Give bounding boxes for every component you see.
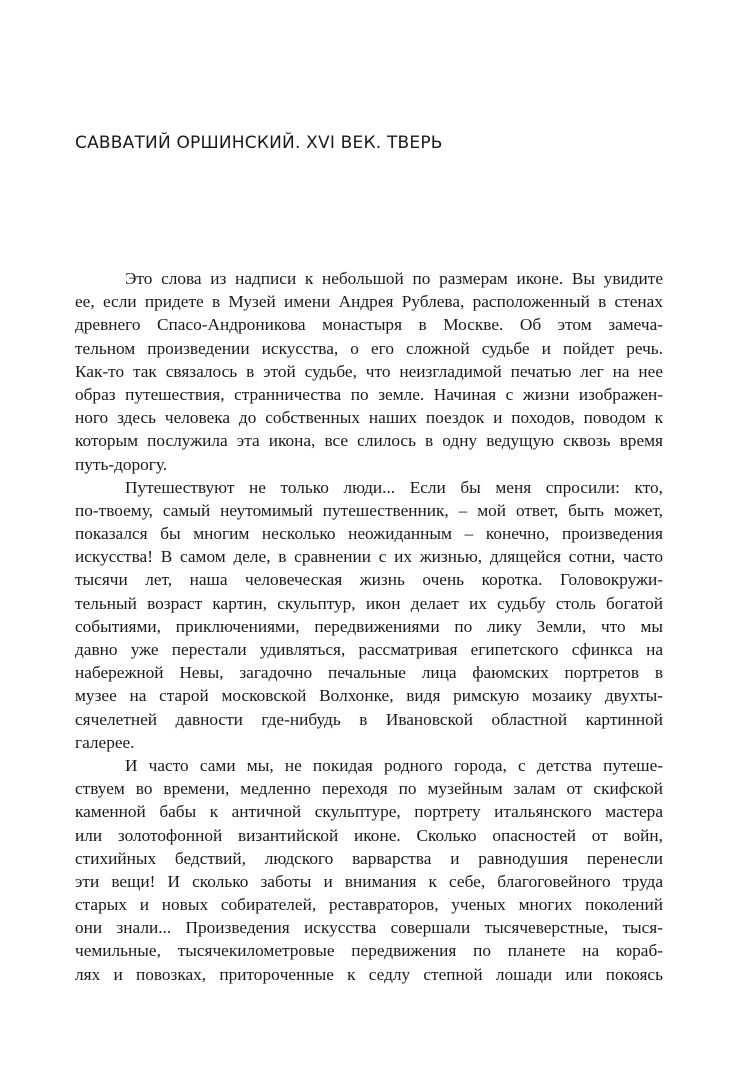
text-line: путь-дорогу.: [75, 454, 168, 474]
text-line: событиями, приключениями, передвижениями по лику Земли, что мы: [75, 616, 663, 636]
text-line: тысячи лет, наша человеческая жизнь очень коротка. Головокружи-: [75, 570, 663, 590]
text-line: ного здесь человека до собственных наших поездок и походов, поводом к: [75, 408, 663, 428]
text-line: старых и новых собирателей, реставраторов, ученых многих поколений: [75, 895, 663, 915]
text-line: ее, если придете в Музей имени Андрея Рублева, расположенный в стенах: [75, 292, 663, 312]
text-line: галерее.: [75, 732, 135, 752]
text-line: Как-то так связалось в этой судьбе, что неизгладимой печатью лег на нее: [75, 361, 663, 381]
chapter-title: САВВАТИЙ ОРШИНСКИЙ. XVI ВЕК. ТВЕРЬ: [75, 133, 443, 153]
text-line: Путешествуют не только люди... Если бы меня спросили: кто,: [125, 477, 663, 497]
text-line: И часто сами мы, не покидая родного города, с детства путеше-: [125, 755, 663, 775]
text-line: они знали... Произведения искусства совершали тысячеверстные, тыся-: [75, 918, 663, 938]
text-line: лях и повозках, приторoченные к седлу степной лошади или покоясь: [75, 964, 663, 984]
text-line: Это слова из надписи к небольшой по размерам иконе. Вы увидите: [125, 269, 663, 288]
body-text: [75, 267, 663, 986]
text-line: музее на старой московской Волхонке, видя римскую мозаику двухты-: [75, 686, 663, 706]
text-line: тельном произведении искусства, о его сложной судьбе и пойдет речь.: [75, 338, 663, 358]
text-line: стихийных бедствий, людского варварства и равнодушия перенесли: [75, 848, 663, 868]
paragraph-2: [75, 476, 663, 754]
paragraph-3: [75, 754, 663, 986]
text-line: показался бы многим несколько неожиданным – конечно, произведения: [75, 524, 663, 544]
text-line: ствуем во времени, медленно переходя по музейным залам от скифской: [75, 779, 663, 799]
paragraph-1: [75, 267, 663, 476]
text-line: чемильные, тысячекилометровые передвижения по планете на кораб-: [75, 941, 663, 961]
text-line: которым послужила эта икона, все слилось в одну ведущую сквозь время: [75, 431, 663, 451]
text-line: образ путешествия, странничества по земле. Начиная с жизни изображен-: [75, 384, 663, 404]
text-line: тельный возраст картин, скульптур, икон делает их судьбу столь богатой: [75, 593, 663, 613]
text-line: искусства! В самом деле, в сравнении с их жизнью, длящейся сотни, часто: [75, 547, 663, 567]
text-line: давно уже перестали удивляться, рассматривая египетского сфинкса на: [75, 640, 663, 659]
text-line: или золотофонной византийской иконе. Сколько опасностей от войн,: [75, 825, 663, 845]
text-line: каменной бабы к античной скульптуре, портрету итальянского мастера: [75, 802, 663, 822]
text-line: набережной Невы, загадочно печальные лица фаюмских портретов в: [75, 663, 663, 683]
text-line: эти вещи! И сколько заботы и внимания к себе, благоговейного труда: [75, 871, 663, 891]
text-line: сячелетней давности где-нибудь в Ивановской областной картинной: [75, 709, 663, 729]
text-line: древнего Спасо-Андроникова монастыря в Москве. Об этом замеча-: [75, 315, 663, 335]
text-line: по-твоему, самый неутомимый путешественник, – мой ответ, быть может,: [75, 500, 663, 520]
